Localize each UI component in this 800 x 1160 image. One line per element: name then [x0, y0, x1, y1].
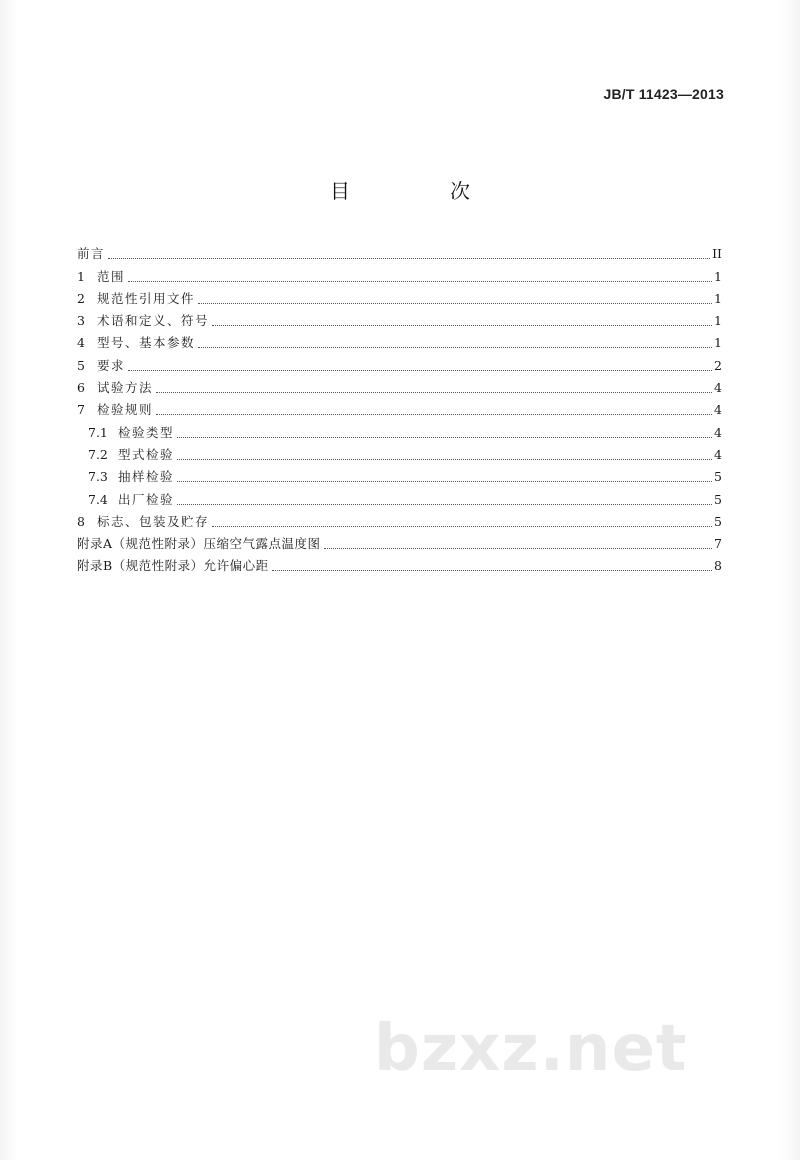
- toc-entry-text: 范围: [97, 268, 126, 284]
- toc-entry[interactable]: [77, 285, 722, 307]
- toc-dot-leader: [177, 504, 712, 505]
- toc-dot-leader: [108, 258, 710, 259]
- toc-dot-leader: [212, 526, 712, 527]
- toc-entry-page: 4: [714, 424, 722, 440]
- toc-entry-text: 型号、基本参数: [97, 335, 196, 351]
- toc-entry-page: 1: [714, 313, 722, 329]
- toc-entry[interactable]: [77, 262, 722, 284]
- toc-entry-text: 规范性引用文件: [97, 290, 196, 306]
- toc-entry-text: 抽样检验: [118, 469, 175, 485]
- toc-entry-number: 7.1: [88, 424, 108, 440]
- toc-dot-leader: [156, 392, 712, 393]
- toc-entry-text: 前言: [77, 246, 106, 262]
- toc-entry-text: 出厂检验: [118, 491, 175, 507]
- toc-entry-text: 型式检验: [118, 446, 175, 462]
- toc-entry-page: 4: [714, 446, 722, 462]
- toc-entry-label: [77, 358, 125, 374]
- toc-dot-leader: [198, 347, 712, 348]
- standard-code: JB/T 11423—2013: [603, 86, 724, 102]
- toc-entry-label: [77, 514, 209, 530]
- toc-entry-text: 检验规则: [97, 402, 154, 418]
- toc-entry-number: 1: [77, 268, 85, 284]
- toc-entry-page: 5: [714, 513, 722, 529]
- toc-entry-label: [77, 335, 195, 351]
- toc-entry[interactable]: [77, 329, 722, 351]
- toc-entry-label: [88, 425, 174, 441]
- toc-entry-label: [77, 313, 209, 329]
- toc-dot-leader: [177, 481, 712, 482]
- toc-entry[interactable]: [77, 351, 722, 373]
- toc-entry-number: 7: [77, 402, 85, 418]
- toc-dot-leader: [128, 281, 712, 282]
- toc-entry-page: 5: [714, 491, 722, 507]
- toc-entry-number: 2: [77, 290, 85, 306]
- toc-entry[interactable]: [77, 240, 722, 262]
- toc-title: 目 次: [330, 179, 510, 203]
- toc-entry-label: [88, 469, 174, 485]
- table-of-contents: [77, 240, 722, 574]
- toc-dot-leader: [198, 303, 712, 304]
- toc-entry[interactable]: [77, 508, 722, 530]
- toc-dot-leader: [177, 437, 712, 438]
- toc-entry-page: 1: [714, 290, 722, 306]
- toc-dot-leader: [212, 325, 712, 326]
- watermark: bzxz.net: [374, 1012, 688, 1086]
- toc-entry-number: 7.2: [88, 446, 108, 462]
- toc-entry[interactable]: [77, 307, 722, 329]
- toc-entry[interactable]: [77, 374, 722, 396]
- toc-entry-text: 试验方法: [97, 380, 154, 396]
- toc-entry-page: 4: [714, 402, 722, 418]
- toc-entry-label: [77, 291, 195, 307]
- toc-entry-number: 7.3: [88, 469, 108, 485]
- toc-entry-number: 3: [77, 313, 85, 329]
- toc-entry[interactable]: [77, 396, 722, 418]
- toc-entry-page: 7: [714, 536, 722, 552]
- toc-entry-label: [77, 558, 269, 574]
- toc-entry-number: 8: [77, 513, 85, 529]
- toc-entry-page: 1: [714, 268, 722, 284]
- toc-entry[interactable]: [77, 552, 722, 574]
- toc-dot-leader: [156, 414, 712, 415]
- toc-entry-page: II: [712, 246, 722, 262]
- toc-entry-text: 附录A（规范性附录）压缩空气露点温度图: [77, 536, 321, 552]
- toc-entry[interactable]: [77, 485, 722, 507]
- toc-entry[interactable]: [77, 441, 722, 463]
- toc-entry-label: [88, 447, 174, 463]
- toc-entry-text: 标志、包装及贮存: [97, 513, 210, 529]
- toc-entry-label: [77, 269, 125, 285]
- toc-entry-page: 1: [714, 335, 722, 351]
- toc-entry-label: [77, 380, 153, 396]
- toc-entry-number: 7.4: [88, 491, 108, 507]
- toc-dot-leader: [272, 570, 712, 571]
- toc-entry-text: 要求: [97, 357, 126, 373]
- toc-entry-text: 检验类型: [118, 424, 175, 440]
- toc-entry-number: 5: [77, 357, 85, 373]
- toc-entry-page: 4: [714, 380, 722, 396]
- toc-entry-label: [77, 402, 153, 418]
- toc-entry-page: 8: [714, 558, 722, 574]
- toc-entry-label: [77, 536, 321, 552]
- toc-dot-leader: [128, 370, 712, 371]
- toc-entry-text: 附录B（规范性附录）允许偏心距: [77, 558, 269, 574]
- toc-entry-number: 4: [77, 335, 85, 351]
- toc-entry-page: 5: [714, 469, 722, 485]
- toc-entry-label: [88, 492, 174, 508]
- toc-entry[interactable]: [77, 530, 722, 552]
- toc-entry-number: 6: [77, 380, 85, 396]
- toc-dot-leader: [324, 548, 712, 549]
- toc-entry[interactable]: [77, 463, 722, 485]
- toc-entry[interactable]: [77, 418, 722, 440]
- toc-entry-text: 术语和定义、符号: [97, 313, 210, 329]
- toc-entry-page: 2: [714, 357, 722, 373]
- toc-dot-leader: [177, 459, 712, 460]
- toc-entry-label: [77, 246, 105, 262]
